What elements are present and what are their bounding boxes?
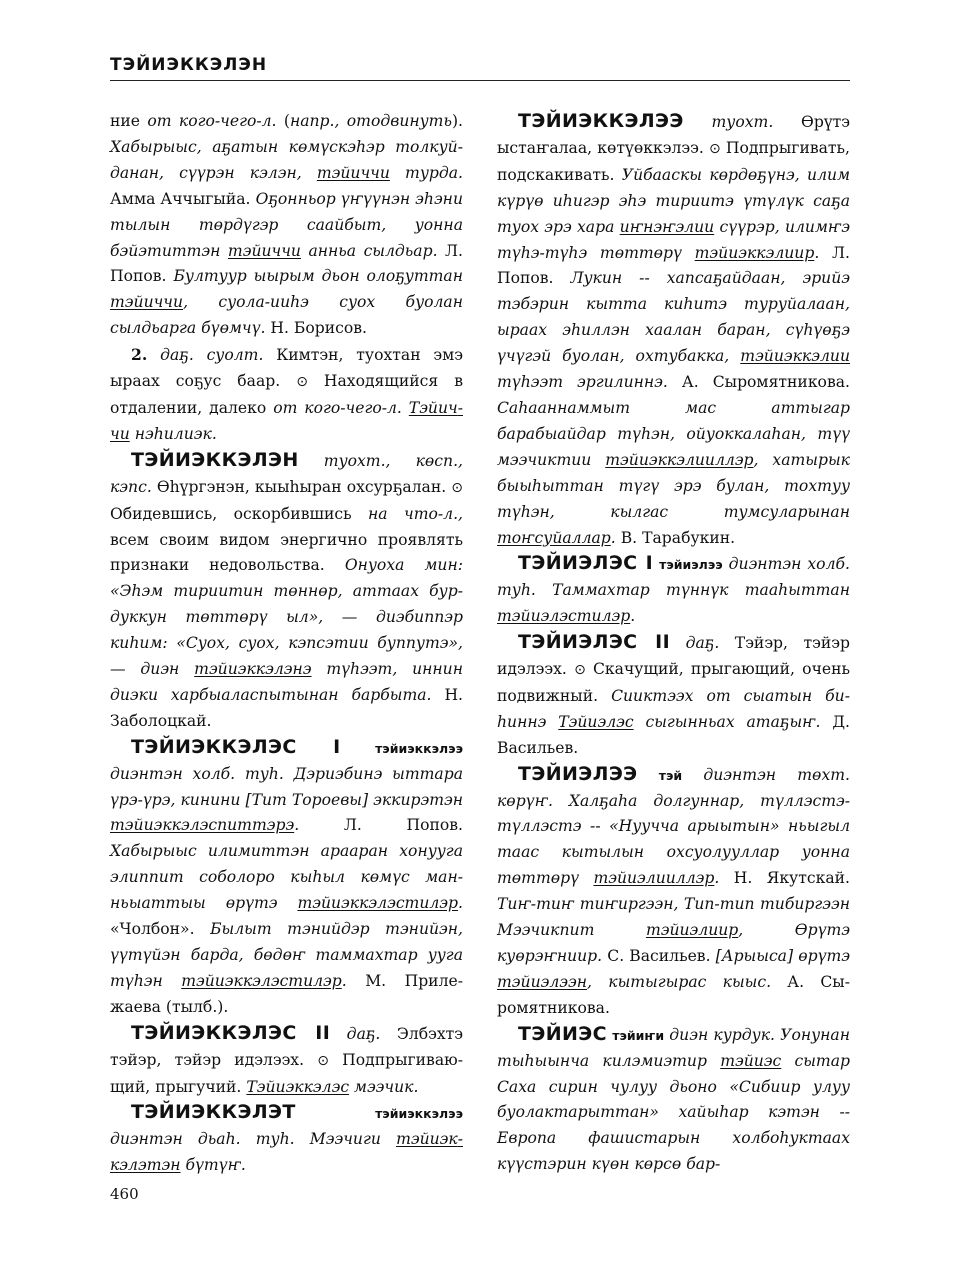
example-text: Лукин -- хапсаҕайдаан, эрийэ тэбэрин кытта киһитэ туруйалаан, ыраах эһиллэн хаалан баран, сүһүөҕэ үчүгэй буолан, охтубакка, <box>497 269 850 366</box>
grammar-note: от кого-чего-л. <box>147 112 277 130</box>
example-text: Онуоха мин: «Эһэм тириитин төннөр, аттаах бурдуккун төттөрү ыл», — диэбиппэр киһим: «Суох, суох, кэпсэтии буппутэ», — диэн <box>110 556 463 679</box>
sense-number: 2. <box>131 345 148 365</box>
grammar-note: на что-л., <box>368 504 463 523</box>
example-keyword: тэйиччи <box>316 163 390 182</box>
circled-dot-icon: ⊙ <box>708 140 721 157</box>
translation: Скачущий, прыгающий, очень подвижный. <box>497 660 850 705</box>
example-keyword: тэйиэлииллэр <box>593 869 715 888</box>
text: ). <box>451 112 463 130</box>
page-number: 460 <box>110 1185 139 1203</box>
headword: ТЭЙИЭККЭЛЭС II <box>131 1021 331 1044</box>
example-text: мээчик. <box>349 1077 419 1096</box>
source: Л. Попов. <box>299 816 463 835</box>
example-text: түһээт, иннин диэки харбыаласпытынан барбыта. <box>110 660 463 704</box>
example-text: диэнтэн холб. туһ. Таммахтар түннүк тааһыттан <box>497 555 850 600</box>
example-text: , суола-ииһэ суох буолан сылдьарга бүөмчү. <box>110 293 463 338</box>
example-text: диэн курдук. Уонунан тыһыынча килэмиэтир <box>497 1025 850 1070</box>
example-keyword: тэйиэккэлииллэр <box>605 450 754 469</box>
translation: всем своим видом энергично проявлять признаки недовольства. <box>110 530 463 575</box>
reference-word: тэй <box>658 767 683 783</box>
headword: ТЭЙИЭС <box>518 1022 607 1045</box>
reference-word: тэйиэлээ <box>659 557 723 573</box>
grammar-note: даҕ. <box>670 634 720 653</box>
example-keyword: тэйиэккэлэспиттэрэ <box>110 816 295 835</box>
sense-2 <box>110 342 463 448</box>
circled-dot-icon: ⊙ <box>451 479 463 496</box>
text <box>402 399 409 417</box>
example-keyword: тэйиэлээн <box>497 972 588 991</box>
entry-teyiekkelee <box>497 109 850 551</box>
definition: Өһүргэнэн, кыыһыран охсурҕалан. <box>151 477 452 496</box>
reference-word: тэйиэккэлээ <box>375 740 463 756</box>
example-text: түһээт эргилиннэ. <box>497 373 668 392</box>
grammar-note: даҕ. суолт. <box>147 346 264 365</box>
example-keyword: тэйиччи <box>110 293 184 312</box>
entry-teyielee <box>497 762 850 1022</box>
example-text: сытар Саха сирин чулуу дьоно «Сибиир улуу буолактарыттан» хайыһар кэтэн -- Европа фашистарын холбоһуктаах күүстэрин күөн көрсө бар- <box>497 1051 850 1174</box>
translation: Находящийся в отдалении, далеко <box>110 372 463 417</box>
example-keyword: тэйиэккэлэстилэр <box>181 971 342 990</box>
example-text: , кытыгырас кыыс. <box>587 972 772 991</box>
headword: ТЭЙИЭЛЭС II <box>518 631 671 654</box>
entry-teyiekkeles-1 <box>110 735 463 1021</box>
example-text: , Өрүтэ куөрэҥниир. <box>497 921 850 965</box>
left-column <box>110 109 463 1179</box>
example-keyword: тэйиэккэлэнэ <box>194 660 312 679</box>
example-keyword: тэйиччи <box>227 241 301 260</box>
source: «Чолбон». <box>110 920 211 939</box>
running-head: ТЭЙИЭККЭЛЭН <box>110 55 268 75</box>
example-text: . <box>610 528 616 547</box>
grammar-note: напр., отодвинуть <box>289 112 452 130</box>
example-text: Былыт тэнийдэр тэнийэн, үүтүйэн барда, бөдөҥ таммахтар ууга түһэн <box>110 920 463 990</box>
text: ( <box>276 112 290 130</box>
right-column <box>497 109 850 1178</box>
entry-teyiekkelen <box>110 448 463 735</box>
example-keyword: Тэйиэккэлэс <box>246 1077 350 1096</box>
source: Амма Аччыгыйа. <box>110 189 256 208</box>
translation: Подпрыгивающий, прыгучий. <box>110 1050 463 1096</box>
entry-continuation <box>110 109 463 342</box>
definition: Кимтэн, туохтан эмэ ыраах соҕус баар. <box>110 346 463 391</box>
example-text: бүтүҥ. <box>180 1156 246 1175</box>
example-text: Саһааннаммыт мас аттыгар барабыайдар түһэн, ойуоккалаһан, түү мээчиктии <box>497 398 850 469</box>
example-text: Тиҥ-тиҥ тиҥиргээн, Тип-тип тибиргээн Мээчикпит <box>497 895 850 940</box>
example-text: Хабырыыс, аҕатын көмүскэһэр толкуйданан, сүүрэн кэлэн, <box>110 137 463 182</box>
example-keyword: тоҥсуйаллар <box>497 528 611 547</box>
example-text: Уйбааскы көрдөҕүнэ, илим күрүө иһигэр эһэ тириитэ үтүлүк саҕа туох эрэ хара <box>497 165 850 236</box>
example-text: , хатырык быыһыттан түгү эрэ булан, тохтуу түһэн, кылгас тумсуларынан <box>497 450 850 521</box>
example-keyword: тэйиэлиир <box>645 921 739 940</box>
source: Н. Борисов. <box>265 319 368 338</box>
example-keyword: иҥнэҥэлии <box>619 217 715 236</box>
source: В. Тарабукин. <box>615 528 736 547</box>
text: ние <box>110 112 148 130</box>
example-keyword: тэйиэлэстилэр <box>497 607 631 626</box>
example-text: турда. <box>389 163 463 182</box>
example-text: диэнтэн төхт. көрүҥ. Халҕаһа долгуннар, түллэстэтүллэстэ -- «Нуучча арыытын» ньыгыл таас кытылын охсуолууллар уонна төттөрү <box>497 765 850 888</box>
example-text: . <box>458 894 463 913</box>
source: А. Сыромятникова. <box>497 972 850 1017</box>
example-text: нэһилиэк. <box>129 424 217 443</box>
headword: ТЭЙИЭЛЭЭ <box>518 762 638 785</box>
example-keyword: Тэйиэлэс <box>558 712 634 731</box>
example-text: диэнтэн дьаһ. туһ. Мээчиги <box>110 1130 397 1149</box>
example-text: анньа сылдьар. <box>300 241 438 260</box>
example-text: Хабырыыс илимиттэн арааран хонууга элиппит соболоро кыһыл көмүс манньыаттыы өрүтэ <box>110 842 463 913</box>
source: Л. Попов. <box>497 243 850 288</box>
example-text: Оҕонньор үҥүүнэн эһэни тылын төрдүгэр саайбыт, уонна бэйэтиттэн <box>110 189 463 260</box>
source: Н. Заболоцкай. <box>110 685 464 730</box>
grammar-note: даҕ. <box>330 1024 381 1043</box>
headword: ТЭЙИЭККЭЛЭТ <box>131 1101 296 1124</box>
headword: ТЭЙИЭККЭЛЭС I <box>131 735 341 758</box>
circled-dot-icon: ⊙ <box>574 662 586 679</box>
circled-dot-icon: ⊙ <box>296 374 308 391</box>
example-keyword: тэйиэккэлии <box>740 347 850 366</box>
grammar-note: от кого-чего-л. <box>273 398 402 417</box>
entry-teyieles-2 <box>497 630 850 762</box>
translation: Подпрыгивать, подскакивать. <box>497 138 850 184</box>
entry-teyies <box>497 1022 850 1178</box>
entry-teyiekkeles-2 <box>110 1021 463 1101</box>
example-keyword: тэйиэс <box>720 1051 782 1070</box>
example-text: сүүрэр, илимҥэ түһэ-түһэ төттөрү <box>497 217 850 262</box>
headword: ТЭЙИЭККЭЛЭЭ <box>518 110 684 132</box>
grammar-note: туохт. <box>683 113 774 131</box>
example-text: сыгынньах атаҕыҥ. <box>633 712 821 731</box>
circled-dot-icon: ⊙ <box>317 1052 329 1069</box>
reference-word: тэйиҥи <box>612 1027 665 1043</box>
definition: Өрүтэ ыстаҥалаа, көтүөккэлээ. <box>497 113 850 157</box>
source: С. Васильев. <box>602 947 716 965</box>
example-text: Сииктээх от сыатын биһиннэ <box>497 686 850 731</box>
entry-teyiekkelet <box>110 1100 463 1179</box>
source: Н. Якутскай. <box>719 869 850 888</box>
header-rule <box>110 80 850 81</box>
reference-word: тэйиэккэлээ <box>375 1106 463 1122</box>
entry-teyieles-1 <box>497 551 850 630</box>
translation: Обидевшись, оскорбившись <box>110 504 369 523</box>
source: М. Прилeжаева (тылб.). <box>110 971 463 1016</box>
example-text: Бултуур ыырым дьон олоҕуттан <box>173 267 463 286</box>
definition: Тэйэр, тэйэр идэлээх. <box>497 634 850 679</box>
definition: Элбэхтэ тэйэр, тэйэр идэлээх. <box>110 1024 463 1069</box>
example-keyword: тэйиэккэлэстилэр <box>297 894 459 913</box>
example-text: диэнтэн холб. туһ. Дэриэбинэ ыттара үрэ-үрэ, кинини [Тит Тороевы] эккирэтэн <box>110 764 463 809</box>
grammar-note: туохт., көсп., кэпс. <box>110 451 463 496</box>
example-text: . <box>341 971 347 990</box>
source: Л. Попов. <box>110 241 463 286</box>
example-text: . <box>630 607 636 626</box>
example-keyword: Тэйиччи <box>110 398 463 443</box>
example-text: . <box>294 816 300 835</box>
example-text: . <box>814 243 820 262</box>
headword: ТЭЙИЭККЭЛЭН <box>131 448 299 471</box>
example-text: [Арыыса] өрүтэ <box>715 947 850 965</box>
headword: ТЭЙИЭЛЭС I <box>518 552 654 575</box>
example-keyword: тэйиэккэлиир <box>694 243 815 262</box>
source: А. Сыромятникова. <box>667 373 850 392</box>
example-text: . <box>714 869 720 888</box>
source: Д. Васильев. <box>497 712 850 757</box>
example-keyword: тэйиэккэлэтэн <box>110 1130 463 1175</box>
